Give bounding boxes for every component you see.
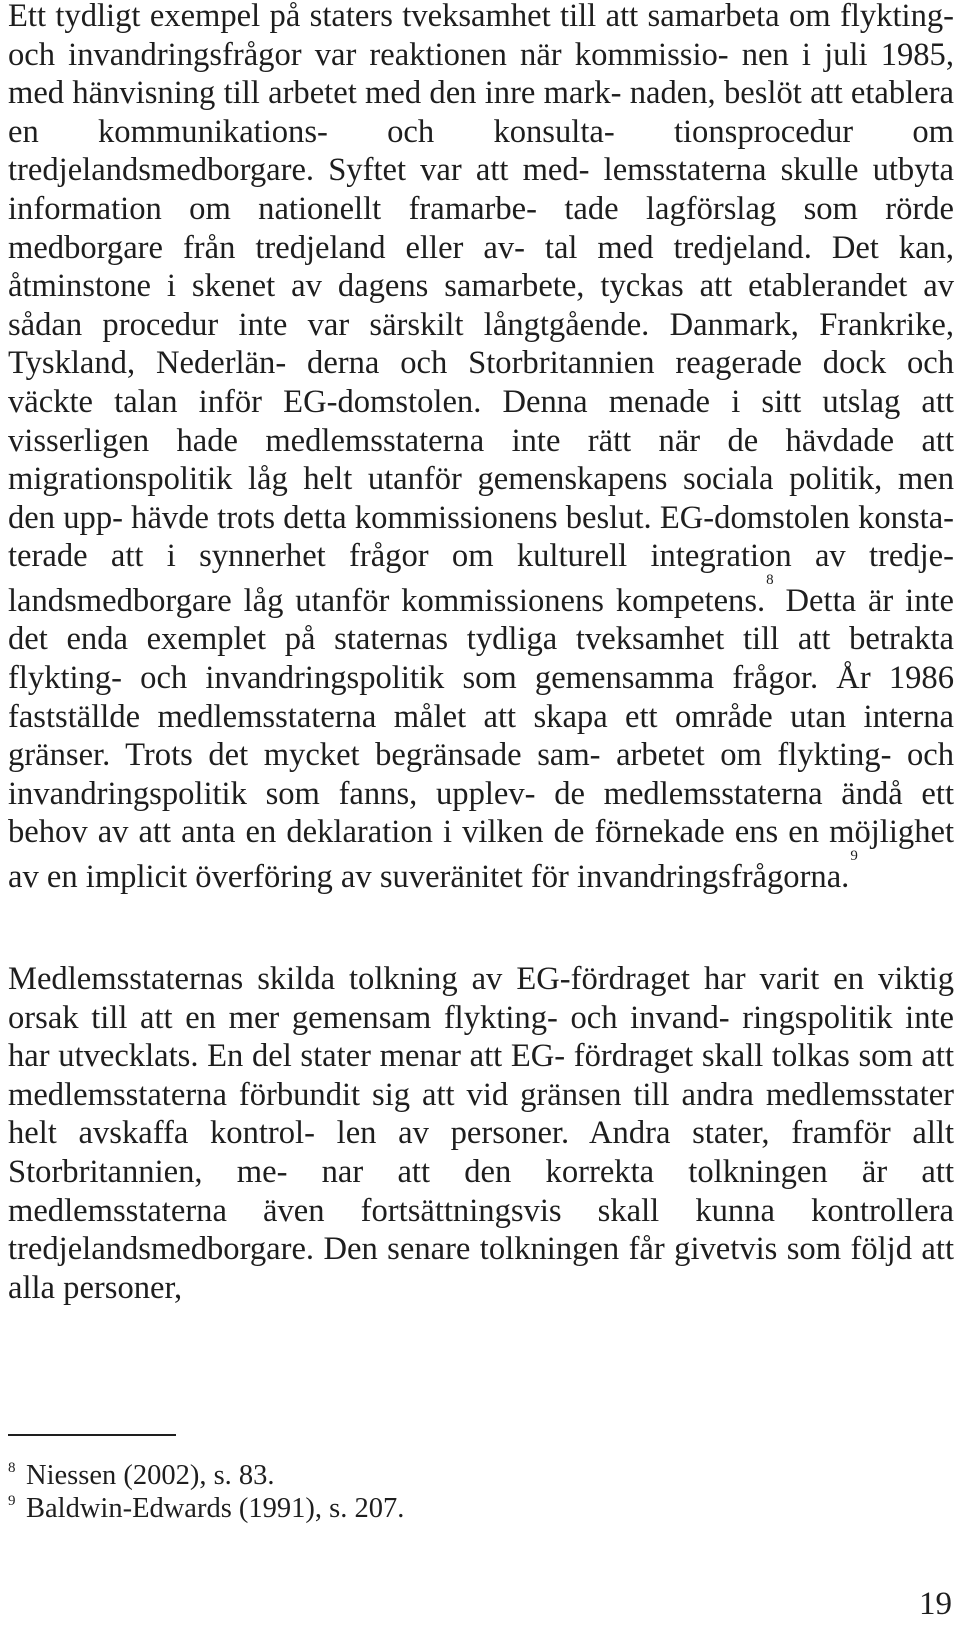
footnote-number: 9 (8, 1493, 16, 1509)
footnote-divider (8, 1434, 176, 1436)
footnote (8, 1460, 708, 1496)
footnote-text: Niessen (2002), s. 83. (26, 1460, 275, 1491)
paragraph-text: Ett tydligt exempel på staters tveksamhet till att samarbeta om flykting- och invandringsfrågor var reaktionen när kommissio- nen i juli 1985, med hänvisning till arbetet med den inre mark- naden, beslöt att etablera en kommunikations- och konsulta- tionsprocedur om tredjelandsmedborgare. Syftet var att med- lemsstaterna skulle utbyta information om nationellt framarbe- tade lagförslag som rörde medborgare från tredjeland eller av- tal med tredjeland. Det kan, åtminstone i skenet av dagens samarbete, tyckas att etablerandet av sådan procedur inte var särskilt långtgående. Danmark, Frankrike, Tyskland, Nederlän- derna och Storbritannien reagerade dock och väckte talan inför EG-domstolen. Denna menade i sitt utslag att visserligen hade medlemsstaterna inte rätt när de hävdade att migrationspolitik låg helt utanför gemenskapens sociala politik, men den upp- hävde trots detta kommissionens beslut. EG-domstolen konsta- terade att i synnerhet frågor om kulturell integration av tredje- landsmedborgare låg utanför kommissionens kompetens. (8, 0, 954, 619)
footnote-reference[interactable]: 8 (766, 571, 774, 588)
footnote-reference[interactable]: 9 (850, 847, 858, 864)
footnote-number: 8 (8, 1460, 16, 1476)
footnote-text: Baldwin-Edwards (1991), s. 207. (26, 1493, 405, 1524)
paragraph-text: Medlemsstaternas skilda tolkning av EG-fördraget har varit en viktig orsak till att en mer gemensam flykting- och invand- ringspolitik inte har utvecklats. En del stater menar att EG- fördraget skall tolkas som att medlemsstaterna förbundit sig att vid gränsen till andra medlemsstater helt avskaffa kontrol- len av personer. Andra stater, framför allt Storbritannien, me- nar att den korrekta tolkningen är att medlemsstaterna även fortsättningsvis skall kunna kontrollera tredjelandsmedborgare. Den senare tolkningen får givetvis som följd att alla personer, (8, 961, 954, 1306)
page-number: 19 (919, 1586, 952, 1622)
body-paragraph (8, 0, 954, 896)
paragraph-text: Detta är inte det enda exemplet på staternas tydliga tveksamhet till att betrakta flykting- och invandringspolitik som gemensamma frågor. År 1986 fastställde medlemsstaterna målet att skapa ett område utan interna gränser. Trots det mycket begränsade sam- arbetet om flykting- och invandringspolitik som fanns, upplev- de medlemsstaterna ändå ett behov av att anta en deklaration i vilken de förnekade ens en möjlighet av en implicit överföring av suveränitet för invandringsfrågorna. (8, 582, 954, 895)
body-paragraph (8, 960, 954, 1307)
footnote (8, 1493, 708, 1529)
